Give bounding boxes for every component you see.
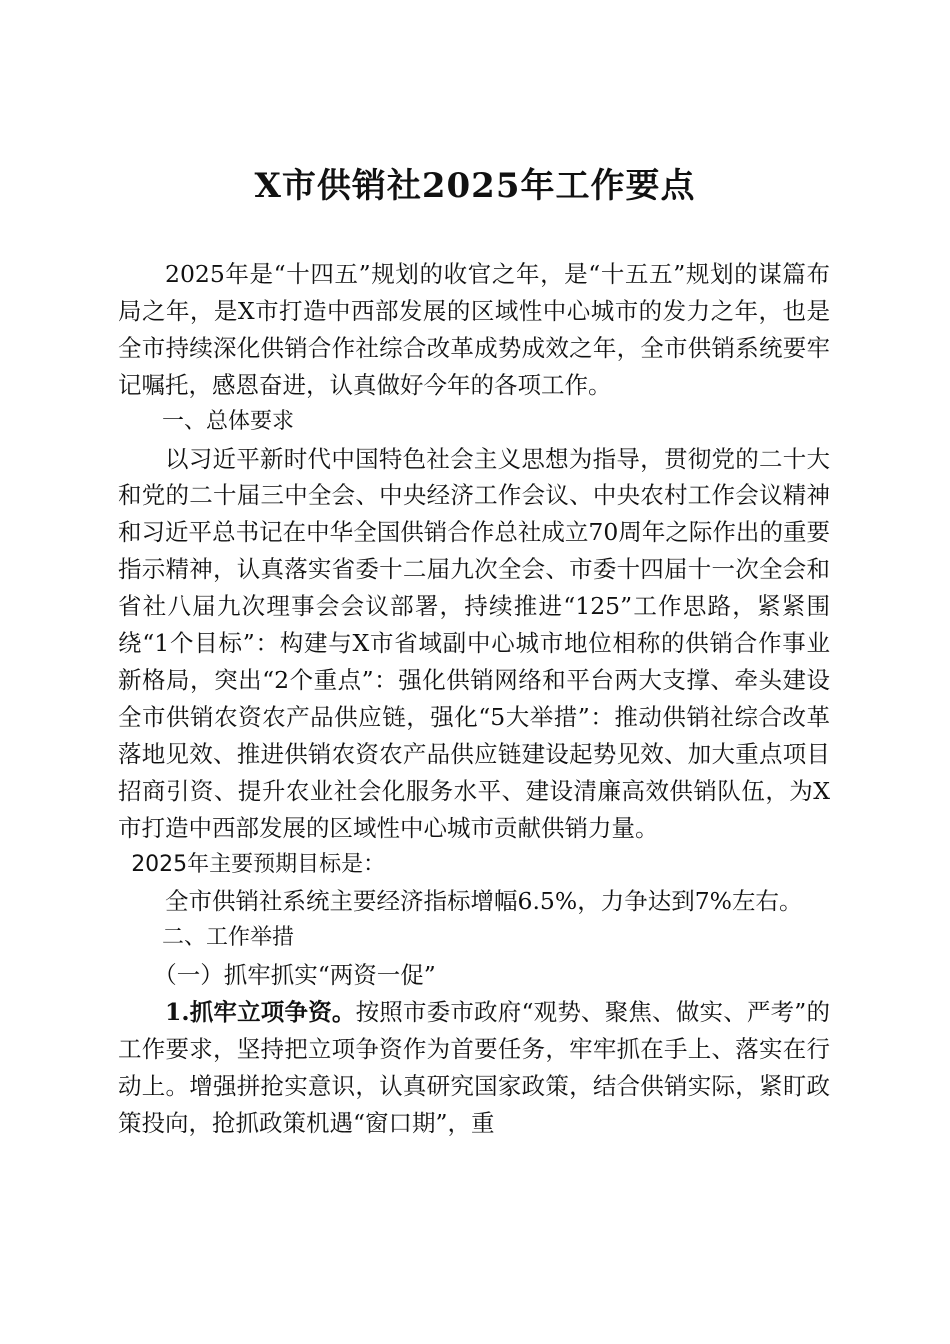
item-text: 按照市委市政府“观势、聚焦、做实、严考”的工作要求，坚持把立项争资作为首要任务，牢牢抓在手上、落实在行动上。增强拼抢实意识，认真研究国家政策，结合供销实际，紧盯政策投向，抢抓政策机遇“窗口期”，重 bbox=[118, 998, 830, 1137]
subsection-heading: （一）抓牢抓实“两资一促” bbox=[153, 961, 436, 990]
general-requirements-paragraph: 以习近平新时代中国特色社会主义思想为指导，贯彻党的二十大和党的二十届三中全会、中央经济工作会议、中央农村工作会议精神和习近平总书记在中华全国供销合作总社成立70周年之际作出的重要指示精神，认真落实省委十二届九次全会、市委十四届十一次全会和省社八届九次理事会会议部署，持续推进“125”工作思路，紧紧围绕“1个目标”：构建与X市省域副中心城市地位相称的供销合作事业新格局，突出“2个重点”：强化供销网络和平台两大支撑、牵头建设全市供销农资农产品供应链，强化“5大举措”：推动供销社综合改革落地见效、推进供销农资农产品供应链建设起势见效、加大重点项目招商引资、提升农业社会化服务水平、建设清廉高效供销队伍，为X市打造中西部发展的区域性中心城市贡献供销力量。 bbox=[118, 444, 830, 842]
document-body bbox=[118, 256, 830, 1142]
targets-heading: 2025年主要预期目标是： bbox=[131, 851, 386, 877]
section-heading-general-requirements: 一、总体要求 bbox=[162, 408, 295, 434]
item-lead: 1.抓牢立项争资。 bbox=[165, 998, 356, 1027]
intro-paragraph: 2025年是“十四五”规划的收官之年，是“十五五”规划的谋篇布局之年，是X市打造中西部发展的区域性中心城市的发力之年，也是全市持续深化供销合作社综合改革成势成效之年，全市供销系统要牢记嘱托，感恩奋进，认真做好今年的各项工作。 bbox=[118, 260, 830, 399]
section-heading-work-measures: 二、工作举措 bbox=[162, 925, 295, 951]
item-paragraph bbox=[118, 994, 830, 1142]
document-title: X市供销社2025年工作要点 bbox=[254, 166, 696, 206]
targets-paragraph: 全市供销社系统主要经济指标增幅6.5%，力争达到7%左右。 bbox=[165, 887, 803, 916]
